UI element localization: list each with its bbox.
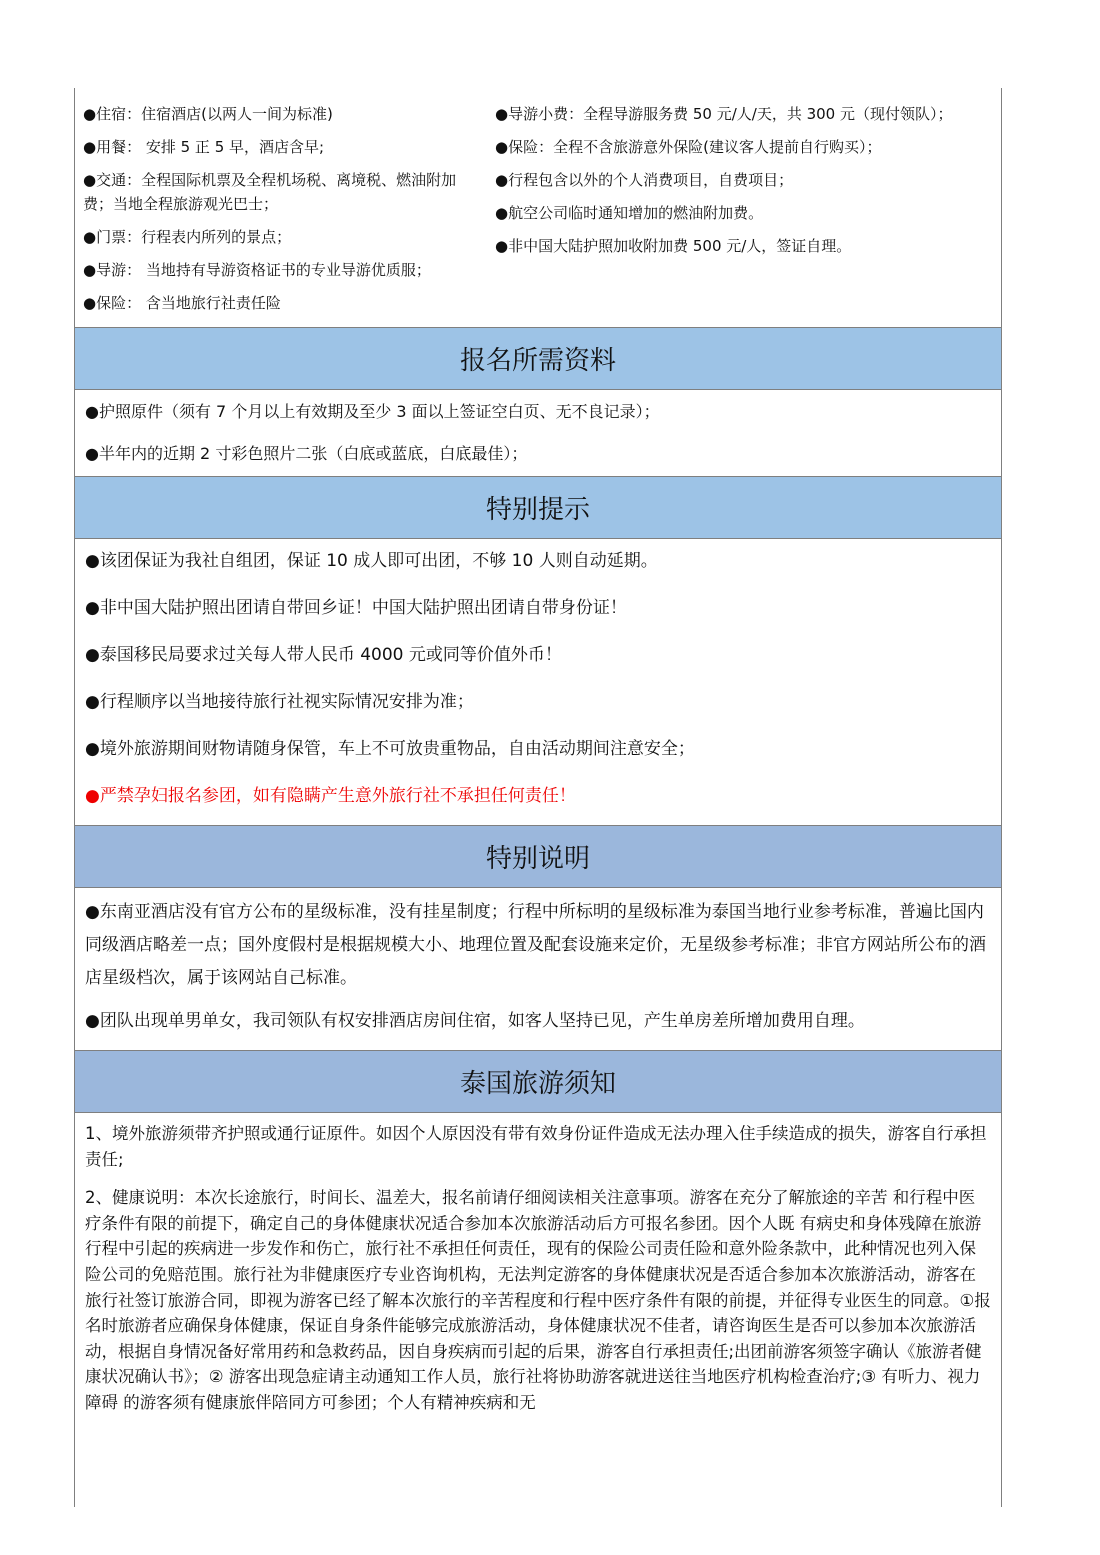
notes-section [74,888,1002,1050]
tips-item: ●境外旅游期间财物请随身保管，车上不可放贵重物品，自由活动期间注意安全； [85,739,695,759]
fees-included-column [83,102,483,324]
fee-excluded-item: ●导游小费：全程导游服务费 50 元/人/天，共 300 元（现付领队）； [495,105,953,123]
travel-item: 1、境外旅游须带齐护照或通行证原件。如因个人原因没有带有效身份证件造成无法办理入住手续造成的损失，游客自行承担责任; [85,1124,987,1169]
tips-item: ●行程顺序以当地接待旅行社视实际情况安排为准； [85,692,474,712]
fee-included-item: ●住宿：住宿酒店(以两人一间为标准) [83,105,333,123]
fee-included-item: ●门票：行程表内所列的景点； [83,228,292,246]
travel-item: 2、健康说明：本次长途旅行，时间长、温差大，报名前请仔细阅读相关注意事项。游客在充分了解旅途的辛苦 和行程中医疗条件有限的前提下，确定自己的身体健康状况适合参加本次旅游活动后方可报名参团。因个人既 有病史和身体残障在旅游行程中引起的疾病进一步发作和伤亡，旅行社不承担任何责任，现有的保险公司责任险和意外险条款中，此种情况也列入保险公司的免赔范围。旅行社为非健康医疗专业咨询机构，无法判定游客的身体健康状况是否适合参加本次旅游活动，游客在旅行社签订旅游合同，即视为游客已经了解本次旅行的辛苦程度和行程中医疗条件有限的前提，并征得专业医生的同意。①报名时旅游者应确保身体健康，保证自身条件能够完成旅游活动，身体健康状况不佳者，请咨询医生是否可以参加本次旅游活动，根据自身情况备好常用药和急救药品，因自身疾病而引起的后果，游客自行承担责任;出团前游客须签字确认《旅游者健康状况确认书》；② 游客出现急症请主动通知工作人员，旅行社将协助游客就进送往当地医疗机构检查治疗;③ 有听力、视力障碍 的游客须有健康旅伴陪同方可参团；个人有精神疾病和无 [85,1188,991,1412]
tips-item: ●非中国大陆护照出团请自带回乡证！中国大陆护照出团请自带身份证！ [85,598,627,618]
fees-section [74,88,1002,327]
itinerary-page [74,88,1002,1507]
materials-section [74,390,1002,476]
section-header-materials: 报名所需资料 [74,327,1002,390]
tips-warning: ●严禁孕妇报名参团，如有隐瞒产生意外旅行社不承担任何责任！ [85,786,576,806]
fee-excluded-item: ●航空公司临时通知增加的燃油附加费。 [495,204,764,222]
fee-excluded-item: ●保险：全程不含旅游意外保险(建议客人提前自行购买）； [495,138,882,156]
fee-excluded-item: ●行程包含以外的个人消费项目，自费项目； [495,171,794,189]
travel-notice-section [74,1113,1002,1507]
section-header-travel: 泰国旅游须知 [74,1050,1002,1113]
section-header-tips: 特别提示 [74,476,1002,539]
fee-excluded-item: ●非中国大陆护照加收附加费 500 元/人，签证自理。 [495,237,852,255]
tips-section [74,539,1002,825]
materials-item: ●护照原件（须有 7 个月以上有效期及至少 3 面以上签证空白页、无不良记录）； [85,402,660,421]
fee-included-item: ●用餐： 安排 5 正 5 早，酒店含早; [83,138,325,156]
tips-item: ●该团保证为我社自组团，保证 10 成人即可出团，不够 10 人则自动延期。 [85,551,658,571]
fee-included-item: ●交通：全程国际机票及全程机场税、离境税、燃油附加费；当地全程旅游观光巴士； [83,171,457,213]
notes-item: ●东南亚酒店没有官方公布的星级标准，没有挂星制度；行程中所标明的星级标准为泰国当地行业参考标准，普遍比国内同级酒店略差一点；国外度假村是根据规模大小、地理位置及配套设施来定价，无星级参考标准；非官方网站所公布的酒店星级档次，属于该网站自己标准。 [85,902,986,988]
fee-included-item: ●保险： 含当地旅行社责任险 [83,294,281,312]
section-header-notes: 特别说明 [74,825,1002,888]
notes-item: ●团队出现单男单女，我司领队有权安排酒店房间住宿，如客人坚持已见，产生单房差所增加费用自理。 [85,1011,865,1031]
materials-item: ●半年内的近期 2 寸彩色照片二张（白底或蓝底，白底最佳）； [85,444,528,463]
fees-excluded-column [495,102,995,267]
fee-included-item: ●导游： 当地持有导游资格证书的专业导游优质服； [83,261,431,279]
tips-item: ●泰国移民局要求过关每人带人民币 4000 元或同等价值外币！ [85,645,562,665]
